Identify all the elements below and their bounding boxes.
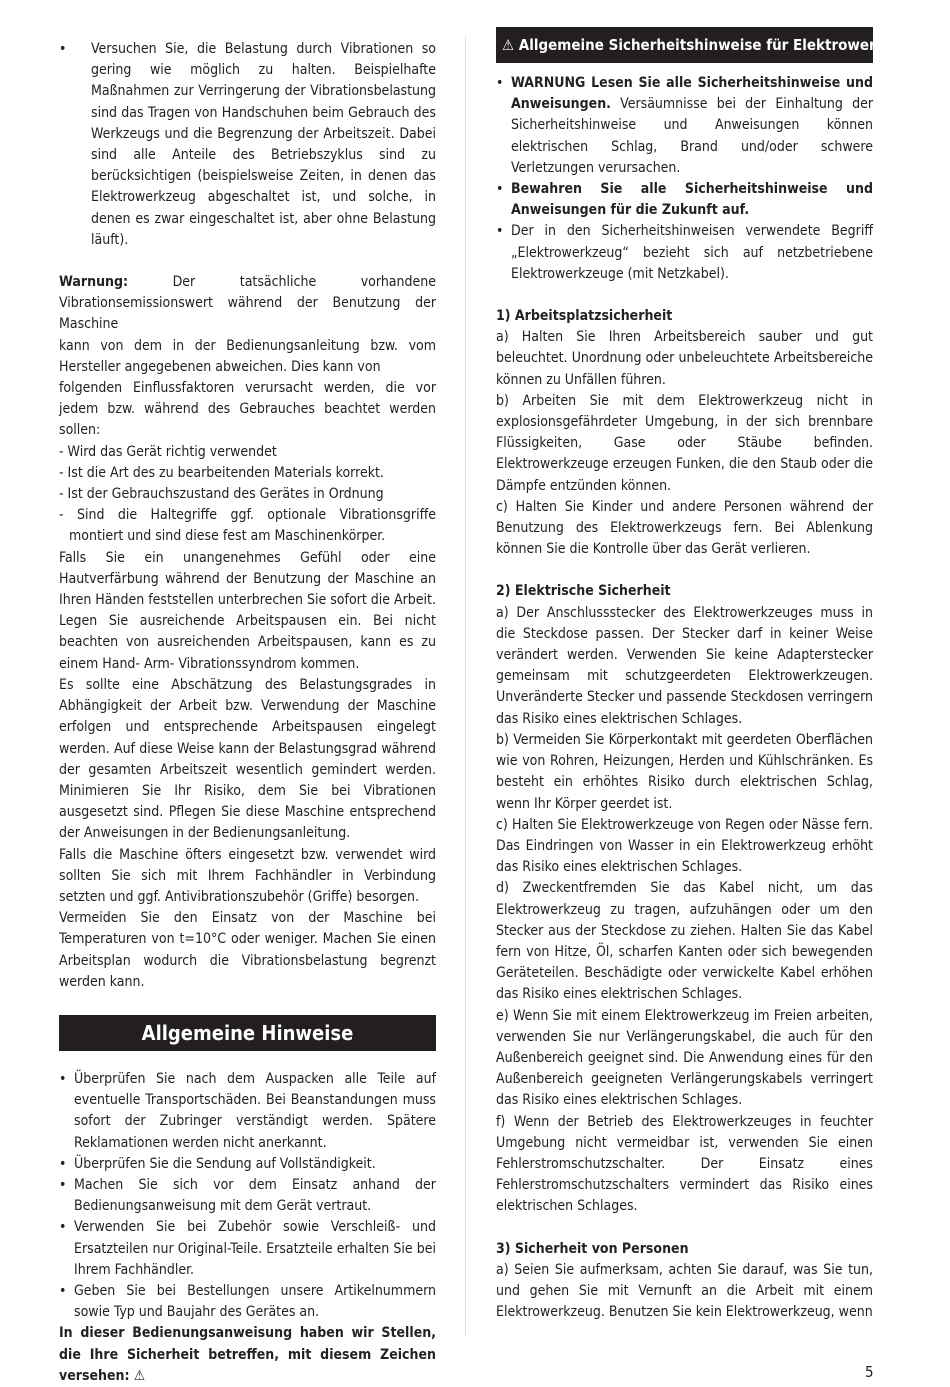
paragraph-load-assessment: Es sollte eine Abschätzung des Belastungsgrades in Abhängigkeit der Arbeit bzw. Verwendung der Maschine erfolgen und entsprechende Arbeitspausen eingelegt werden. Auf diese Weise kann der Belastungsgrad während der gesamten Arbeitszeit wesentlich gemindert werden. Minimieren Sie Ihr Risiko, dem Sie bei Vibrationen ausgesetzt sind. Pflegen Sie diese Maschine entsprechend der Anweisungen in der Bedienungsanleitung. — [59, 676, 436, 842]
vibration-bullet-text: Versuchen Sie, die Belastung durch Vibrationen so gering wie möglich zu halten. Beispielhafte Maßnahmen zur Verringerung der Vibrationsbelastung sind das Tragen von Handschuhen beim Gebrauch des Werkzeugs und die Begrenzung der Arbeitszeit. Dabei sind alle Anteile des Betriebszyklus sind zu berücksichtigen (beispielsweise Zeiten, in denen das Elektrowerkzeug abgeschaltet ist, und solche, in denen es zwar eingeschaltet ist, aber ohne Belastung läuft). — [91, 41, 436, 248]
list-item: • Geben Sie bei Bestellungen unsere Artikelnummern sowie Typ und Baujahr des Gerätes an. — [59, 1282, 436, 1321]
list-item: - Ist die Art des zu bearbeitenden Materials korrekt. — [59, 464, 384, 481]
list-item: • Verwenden Sie bei Zubehör sowie Verschleiß- und Ersatzteilen nur Original-Teile. Ersatzteile erhalten Sie bei Ihrem Fachhändler. — [59, 1219, 436, 1278]
list-item: - Ist der Gebrauchszustand des Gerätes in Ordnung — [59, 486, 384, 503]
paragraph: c) Halten Sie Elektrowerkzeuge von Regen oder Nässe fern. Das Eindringen von Wasser in ein Elektrowerkzeug erhöht das Risiko eines elektrischen Schlages. — [496, 816, 873, 876]
list-item: • Machen Sie sich vor dem Einsatz anhand der Bedienungsanweisung mit dem Gerät vertraut. — [59, 1176, 436, 1215]
bullet-symbol: • — [59, 1282, 67, 1299]
bullet-symbol: • — [496, 181, 504, 198]
column-divider — [465, 36, 466, 1336]
list-item: • Bewahren Sie alle Sicherheitshinweise und Anweisungen für die Zukunft auf. — [496, 181, 873, 219]
paragraph: a) Der Anschlussstecker des Elektrowerkzeuges muss in die Steckdose passen. Der Stecker darf in keiner Weise verändert werden. Verwenden Sie keine Adapterstecker gemeinsam mit schutzgeerdeten Elektrowerkzeugen. Unveränderte Stecker und passende Steckdosen verringern das Risiko eines elektrischen Schlages. — [496, 604, 873, 727]
paragraph-temperature: Vermeiden Sie den Einsatz von der Maschine bei Temperaturen von t=10°C oder weniger. Machen Sie einen Arbeitsplan wodurch die Vibrationsbelastung begrenzt werden kann. — [59, 910, 436, 990]
section-title-arbeitsplatz: 1) Arbeitsplatzsicherheit — [496, 308, 673, 325]
warning-paragraph — [59, 272, 436, 336]
page-number: 5 — [865, 1363, 874, 1381]
paragraph: b) Vermeiden Sie Körperkontakt mit geerdeten Oberflächen wie von Rohren, Heizungen, Herden und Kühlschränken. Es besteht ein erhöhtes Risiko durch elektrischen Schlag, wenn Ihr Körper geerdet ist. — [496, 731, 873, 812]
paragraph: e) Wenn Sie mit einem Elektrowerkzeug im Freien arbeiten, verwenden Sie nur Verlängerungskabel, die auch für den Außenbereich geeignet sind. Die Anwendung eines für den Außenbereich geeigneten Verlängerungskabels verringert das Risiko eines elektrischen Schlages. — [496, 1007, 873, 1109]
bullet-symbol: • — [496, 75, 504, 91]
bullet-symbol: • — [59, 1070, 67, 1087]
paragraph: a) Seien Sie aufmerksam, achten Sie darauf, was Sie tun, und gehen Sie mit Vernunft an die Arbeit mit einem Elektrowerkzeug. Benutzen Sie kein Elektrowerkzeug, wenn — [496, 1261, 873, 1321]
list-item: • Überprüfen Sie die Sendung auf Vollständigkeit. — [59, 1154, 436, 1175]
left-column — [59, 36, 436, 1387]
section-title-personen: 3) Sicherheit von Personen — [496, 1240, 689, 1257]
warning-line-1: Der tatsächliche vorhandene Vibrationsemissionswert während der Benutzung der Maschine — [59, 274, 436, 333]
paragraph-dealer: Falls die Maschine öfters eingesetzt bzw. verwendet wird sollten Sie sich mit Ihrem Fachhändler in Verbindung setzten und ggf. Antivibrationszubehör (Griffe) besorgen. — [59, 846, 436, 905]
right-column — [496, 36, 931, 1323]
section-title-elektrisch: 2) Elektrische Sicherheit — [496, 583, 671, 600]
paragraph: f) Wenn der Betrieb des Elektrowerkzeuges in feuchter Umgebung nicht vermeidbar ist, verwenden Sie einen Fehlerstromschutzschalter. Der Einsatz eines Fehlerstromschutzschalters vermindert das Risiko eines elektrischen Schlages. — [496, 1113, 873, 1215]
influence-factors-list — [59, 442, 436, 548]
bullet-symbol: • — [59, 1176, 67, 1193]
warning-line-3: folgenden Einflussfaktoren verursacht werden, die vor jedem bzw. während des Gebrauches beachtet werden sollen: — [59, 380, 436, 439]
warning-triangle-icon: ⚠ — [133, 1367, 146, 1384]
list-item: - Sind die Haltegriffe ggf. optionale Vibrationsgriffe montiert und sind diese fest am Maschinenkörper. — [59, 507, 436, 545]
bullet-symbol: • — [496, 223, 504, 240]
list-item: • Überprüfen Sie nach dem Auspacken alle Teile auf eventuelle Transportschäden. Bei Beanstandungen muss sofort der Zubringer verständigt werden. Spätere Reklamationen werden nicht anerkannt. — [59, 1070, 436, 1151]
section-heading-allgemeine-hinweise: Allgemeine Hinweise — [59, 1015, 436, 1051]
paragraph: a) Halten Sie Ihren Arbeitsbereich sauber und gut beleuchtet. Unordnung oder unbeleuchtete Arbeitsbereiche können zu Unfällen führen. — [496, 329, 873, 388]
general-notes-list — [59, 1069, 436, 1323]
paragraph: c) Halten Sie Kinder und andere Personen während der Benutzung des Elektrowerkzeugs fern. Bei Ablenkung können Sie die Kontrolle über das Gerät verlieren. — [496, 498, 873, 558]
section-heading-sicherheitshinweise — [496, 27, 931, 63]
paragraph-discomfort: Falls Sie ein unangenehmes Gefühl oder eine Hautverfärbung während der Benutzung der Maschine an Ihren Händen feststellen unterbrechen Sie sofort die Arbeit. Legen Sie ausreichende Arbeitspausen ein. Bei nicht beachten von ausreichenden Arbeitspausen, kann es zu einem Hand- Arm- Vibrationssyndrom kommen. — [59, 549, 436, 672]
safety-bullets — [496, 73, 873, 285]
warning-triangle-icon: ⚠ — [502, 36, 515, 54]
warning-label: Warnung: — [59, 274, 129, 291]
list-item: - Wird das Gerät richtig verwendet — [59, 443, 277, 460]
bullet-symbol: • — [59, 1219, 67, 1236]
list-item: • WARNUNG Lesen Sie alle Sicherheitshinweise und Anweisungen. Versäumnisse bei der Einhaltung der Sicherheitshinweise und Anweisungen können elektrischen Schlag, Brand und/oder schwere Verletzungen verursachen. — [496, 75, 873, 176]
bullet-symbol: • — [59, 41, 67, 57]
paragraph: b) Arbeiten Sie mit dem Elektrowerkzeug nicht in explosionsgefährdeter Umgebung, in der sich brennbare Flüssigkeiten, Gase oder Stäube befinden. Elektrowerkzeuge erzeugen Funken, die den Staub oder die Dämpfe entzünden können. — [496, 392, 873, 494]
safety-symbol-note: In dieser Bedienungsanweisung haben wir Stellen, die Ihre Sicherheit betreffen, mit diesem Zeichen versehen: ⚠ — [59, 1323, 436, 1387]
warning-line-2: kann von dem in der Bedienungsanleitung bzw. vom Hersteller angegebenen abweichen. Dies kann von — [59, 337, 436, 375]
heading-text: Allgemeine Sicherheitshinweise für Elektrowerkzeuge — [514, 36, 931, 54]
vibration-bullet — [59, 39, 436, 251]
list-item: • Der in den Sicherheitshinweisen verwendete Begriff „Elektrowerkzeug“ bezieht sich auf netzbetriebene Elektrowerkzeuge (mit Netzkabel). — [496, 223, 873, 282]
paragraph: d) Zweckentfremden Sie das Kabel nicht, um das Elektrowerkzeug zu tragen, aufzuhängen oder um den Stecker aus der Steckdose zu ziehen. Halten Sie das Kabel fern von Hitze, Öl, scharfen Kanten oder sich bewegenden Geräteteilen. Beschädigte oder verwickelte Kabel erhöhen das Risiko eines elektrischen Schlages. — [496, 880, 873, 1003]
bullet-symbol: • — [59, 1155, 67, 1172]
